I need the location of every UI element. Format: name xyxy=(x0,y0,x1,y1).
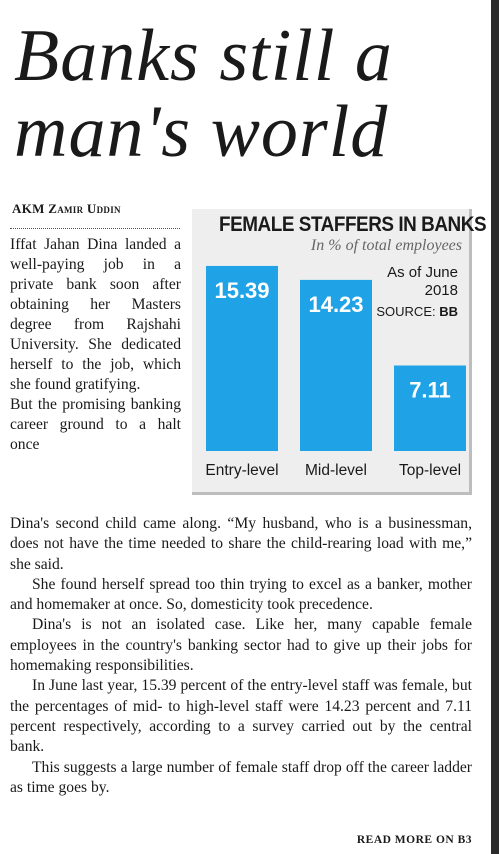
bar-chart xyxy=(192,209,487,492)
read-more-link[interactable]: READ MORE ON B3 xyxy=(356,834,472,846)
chart-date-year: 2018 xyxy=(424,282,458,299)
chart-source-label: SOURCE: xyxy=(376,304,440,319)
body-paragraph-1: Dina's second child came along. “My husband, who is a businessman, does not have the time needed to share the child-rearing load with me,” she said. xyxy=(10,515,472,573)
headline xyxy=(14,15,484,173)
page-edge-divider xyxy=(491,0,499,854)
bar-value-label: 14.23 xyxy=(308,291,364,317)
body-paragraph-4: In June last year, 15.39 percent of the entry-level staff was female, but the percentages of mid- to high-level staff were 14.23 percent and 7.11 percent respectively, according to a survey carried out by the central bank. xyxy=(10,677,472,756)
chart-title: FEMALE STAFFERS IN BANKS xyxy=(219,213,487,236)
chart-source-value: BB xyxy=(439,304,458,319)
headline-line-1: Banks still a xyxy=(14,15,393,97)
chart-date-note: As of June xyxy=(387,264,458,281)
column-paragraph-2: But the promising banking career ground to a halt once xyxy=(10,396,181,453)
bar-value-label: 15.39 xyxy=(214,277,270,303)
chart-source xyxy=(376,304,458,319)
column-paragraph-1: Iffat Jahan Dina landed a well-paying job in a private bank soon after obtaining her Masters degree from Rajshahi University. She dedicated herself to the job, which she found gratifying. xyxy=(10,236,181,393)
category-label: Top-level xyxy=(398,462,462,479)
category-label: Entry-level xyxy=(205,462,279,479)
body-paragraph-3: Dina's is not an isolated case. Like her, many capable female employees in the country's banking sector had to give up their jobs for homemaking responsibilities. xyxy=(10,616,472,675)
bar-value-label: 7.11 xyxy=(409,377,451,403)
byline: AKM Zamir Uddin xyxy=(12,201,121,216)
byline-divider xyxy=(10,228,180,229)
category-label: Mid-level xyxy=(304,462,368,479)
chart-subtitle: In % of total employees xyxy=(310,237,462,254)
article-body-text xyxy=(10,514,472,798)
body-paragraph-2: She found herself spread too thin trying to excel as a banker, mother and homemaker at once. So, domesticity took precedence. xyxy=(10,575,472,614)
body-paragraph-5: This suggests a large number of female staff drop off the career ladder as time goes by. xyxy=(10,758,472,796)
chart-panel xyxy=(192,209,487,495)
headline-line-2: man's world xyxy=(14,91,389,173)
article-column-text xyxy=(10,235,181,455)
